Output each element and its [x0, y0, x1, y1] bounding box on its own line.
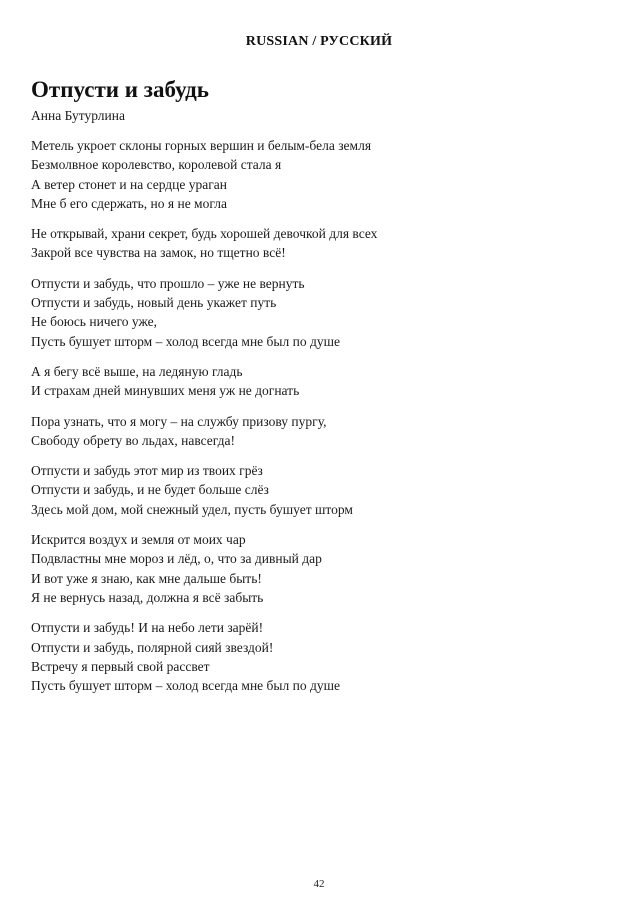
- stanza-1: [31, 136, 611, 213]
- lyric-line: Мне б его сдержать, но я не могла: [31, 195, 227, 211]
- song-author: Анна Бутурлина: [31, 108, 125, 123]
- lyric-line: Отпусти и забудь, что прошло – уже не вернуть: [31, 275, 305, 291]
- lyric-line: Отпусти и забудь, и не будет больше слёз: [31, 482, 269, 498]
- stanza-7: [31, 530, 611, 607]
- lyric-line: И страхам дней минувших меня уж не догнать: [31, 383, 300, 399]
- lyric-line: Отпусти и забудь! И на небо лети зарёй!: [31, 620, 264, 636]
- lyric-line: Закрой все чувства на замок, но тщетно всё!: [31, 245, 286, 261]
- lyric-line: Безмолвное королевство, королевой стала я: [31, 157, 282, 173]
- lyric-line: Я не вернусь назад, должна я всё забыть: [31, 589, 264, 605]
- lyric-line: Встречу я первый свой рассвет: [31, 658, 210, 674]
- lyric-line: Не открывай, храни секрет, будь хорошей девочкой для всех: [31, 226, 378, 242]
- lyric-line: Пусть бушует шторм – холод всегда мне был по душе: [31, 333, 340, 349]
- lyric-line: Подвластны мне мороз и лёд, о, что за дивный дар: [31, 551, 322, 567]
- lyric-line: Здесь мой дом, мой снежный удел, пусть бушует шторм: [31, 501, 353, 517]
- lyric-line: Отпусти и забудь, новый день укажет путь: [31, 295, 277, 311]
- page-number: 42: [313, 878, 325, 890]
- stanza-6: [31, 461, 611, 519]
- stanza-2: [31, 224, 611, 263]
- lyric-line: И вот уже я знаю, как мне дальше быть!: [31, 570, 262, 586]
- lyric-line: А я бегу всё выше, на ледяную гладь: [31, 363, 243, 379]
- lyric-line: Пора узнать, что я могу – на службу призову пургу,: [31, 413, 327, 429]
- lyric-line: Не боюсь ничего уже,: [31, 314, 157, 330]
- stanza-3: [31, 274, 611, 351]
- lyric-line: Отпусти и забудь, полярной сияй звездой!: [31, 639, 274, 655]
- lyric-line: Свободу обрету во льдах, навсегда!: [31, 432, 236, 448]
- stanza-5: [31, 412, 611, 451]
- lyric-line: Искрится воздух и земля от моих чар: [31, 532, 246, 548]
- stanza-4: [31, 362, 611, 401]
- song-content: [31, 76, 611, 706]
- lyric-line: А ветер стонет и на сердце ураган: [31, 176, 228, 192]
- lyric-line: Метель укроет склоны горных вершин и белым-бела земля: [31, 138, 372, 153]
- lyric-line: Отпусти и забудь этот мир из твоих грёз: [31, 463, 263, 479]
- page-header-language: RUSSIAN / РУССКИЙ: [245, 34, 393, 49]
- song-title: Отпусти и забудь: [31, 77, 209, 102]
- stanza-8: [31, 618, 611, 695]
- lyric-line: Пусть бушует шторм – холод всегда мне был по душе: [31, 678, 340, 694]
